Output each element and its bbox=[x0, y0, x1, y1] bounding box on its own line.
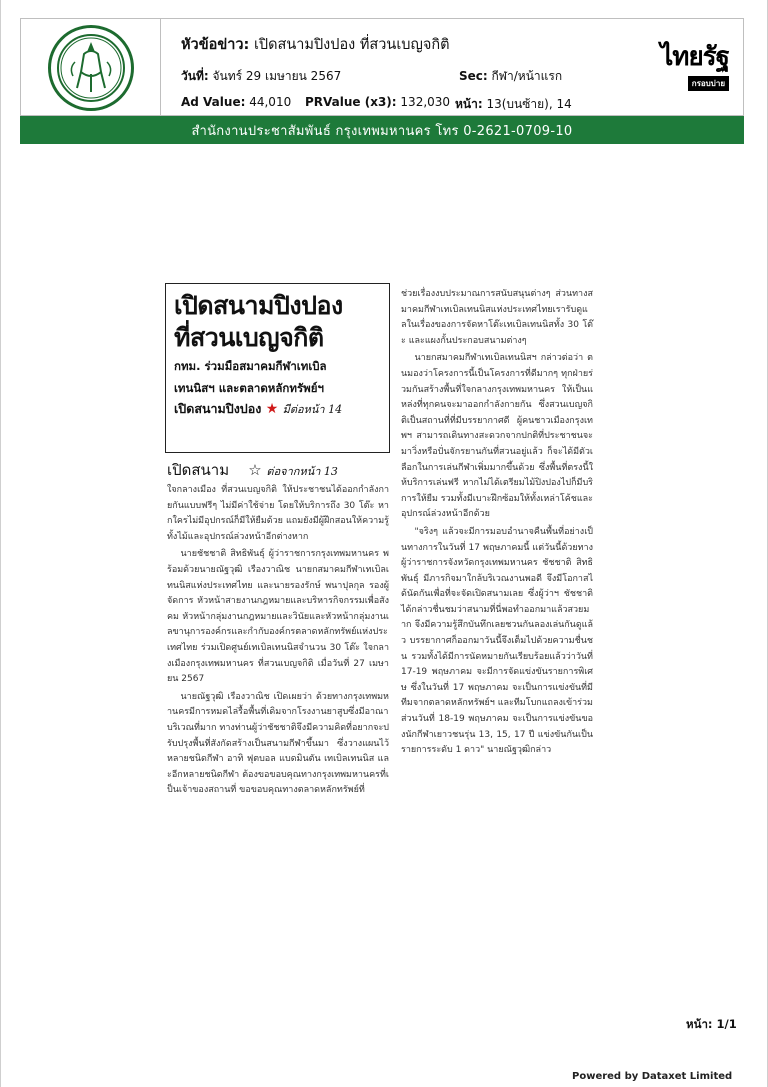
headline-value: เปิดสนามปิงปอง ที่สวนเบญจกิติ bbox=[253, 37, 450, 53]
powered-by: Powered by Dataxet Limited bbox=[572, 1071, 733, 1082]
pr-value-label: PRValue (x3): bbox=[305, 95, 397, 109]
right-paragraph: "จริงๆ แล้วจะมีการมอบอำนาจคืนพื้นที่อย่างเป็นทางการในวันที่ 17 พฤษภาคมนี้ แต่วันนี้ด้วยทางผู้ว่าราชการจังหวัดกรุงเทพมหานคร ชัชชาติ สิทธิพันธุ์ มีภารกิจมาใกล้บริเวณงานพอดี จึงมีโอกาสได้นัดกันเพื่อที่จะจัดเปิดสนามเลย ซึ่งผู้ว่าฯ ชัชชาติได้กล่าวชื่นชมว่าสนามที่นี่พอทำออกมาแล้วสวยมาก จึงมีความรู้สึกบันทึกเลยชวนกันลองเล่นกันดูแล้ว บรรยากาศก็ออกมาวันนี้จึงเต็มไปด้วยความชื่นชน รวมทั้งได้มีการนัดหมายกันเรียบร้อยแล้วว่าวันที่ 17-19 พฤษภาคม จะมีการจัดแข่งขันรายการพิเศษ ซึ่งในวันที่ 17 พฤษภาคม จะเป็นการแข่งขันที่มีทีมจากตลาดหลักทรัพย์ฯ และทีมโบกแถลงเข้าร่วม ส่วนวันที่ 18-19 พฤษภาคม จะเป็นการแข่งขันของนักกีฬาเยาวชนรุ่น 13, 15, 17 ปี แข่งขันกันเป็นรายการระดับ 1 ดาว" นายณัฐวุฒิกล่าว bbox=[401, 526, 593, 756]
newspaper-brand bbox=[651, 43, 729, 91]
headline-label: หัวข้อข่าว: bbox=[181, 37, 250, 53]
date-label: วันที่: bbox=[181, 69, 209, 83]
section-row bbox=[459, 67, 562, 86]
right-column bbox=[401, 287, 593, 761]
page-value: 13(บนซ้าย), 14 bbox=[486, 97, 572, 111]
left-subhead-text: เปิดสนาม bbox=[167, 461, 230, 479]
star-outline-icon: ☆ bbox=[248, 461, 262, 479]
article-headline-line1: เปิดสนามปิงปอง bbox=[174, 291, 343, 320]
page-row bbox=[455, 95, 572, 114]
star-icon: ★ bbox=[265, 401, 279, 417]
right-paragraph: นายกสมาคมกีฬาเทเบิลเทนนิสฯ กล่าวต่อว่า ตนมองว่าโครงการนี้เป็นโครงการที่ดีมากๆ ทุกฝ่ายร่วมกันสร้างพื้นที่ใจกลางกรุงเทพมหานคร ให้เป็นแหล่งที่ทุกคนจะมาออกกำลังกายกัน ซึ่งสวนเบญจกิติเป็นสถานที่ที่มีบรรยากาศดี ผู้คนชาวเมืองกรุงเทพฯ สามารถเดินทางสะดวกจากปกติที่ประชาชนจะมาวิ่งหรือปั่นจักรยานกันที่สวนอยู่แล้ว ก็จะได้มีตัวเลือกในการเล่นกีฬาเพิ่มมากขึ้นด้วย ซึ่งพื้นที่ตรงนี้ให้บริการเล่นฟรี หากไม่ได้เตรียมไม้ปิงปองไปก็มีบริการให้ยืม รวมทั้งมีเบาะฝึกซ้อมให้ทั้งเหล่าโค้ชและอุปกรณ์ล่วงหน้าอีกด้วย bbox=[401, 353, 594, 520]
right-paragraph: ช่วยเรื่องงบประมาณการสนับสนุนต่างๆ ส่วนทางสมาคมกีฬาเทเบิลเทนนิสแห่งประเทศไทยเรารับดูแลในเรื่องของการจัดหาโต๊ะเทเบิลเทนนิสทั้ง 30 โต๊ะ และแผงกั้นประกอบสนามต่างๆ bbox=[401, 289, 593, 346]
section-label: Sec: bbox=[459, 69, 488, 83]
bangkok-seal-icon bbox=[48, 25, 134, 111]
continuation-line bbox=[174, 398, 385, 421]
brand-logo-text: ไทยรัฐ bbox=[660, 42, 729, 72]
left-paragraph: นายณัฐวุฒิ เรืองวาณิช เปิดเผยว่า ด้วยทางกรุงเทพมหานครมีการหมดไล่รื้อพื้นที่เดิมจากโรงงานยาสูบซึ่งมีอาณาบริเวณที่มาก ทางท่านผู้ว่าชัชชาติจึงมีความคิดที่อยากจะปรับปรุงพื้นที่สังกัดสร้างเป็นสนามกีฬาขึ้นมา ซึ่งวางแผนไว้หลายชนิดกีฬา อาทิ ฟุตบอล แบดมินตัน เทเบิลเทนนิส และอีกหลายชนิดกีฬา ต้องขอขอบคุณทางกรุงเทพมหานครที่เป็นเจ้าของสถานที่ ขอขอบคุณทางตลาดหลักทรัพย์ที่ bbox=[167, 691, 389, 796]
headline-box bbox=[165, 283, 390, 453]
ad-value-label: Ad Value: bbox=[181, 95, 246, 109]
article-headline-line2: ที่สวนเบญจกิติ bbox=[174, 323, 324, 352]
pr-value-row bbox=[305, 95, 450, 109]
date-row bbox=[181, 67, 341, 86]
left-paragraph: ใจกลางเมือง ที่สวนเบญจกิติ ให้ประชาชนได้ออกกำลังกายกันแบบฟรีๆ ไม่มีค่าใช้จ่าย โดยให้บริการถึง 30 โต๊ะ หากใครไม่มีอุปกรณ์ก็มีให้ยืมด้วย แถมยังมีผู้ฝึกสอนให้ความรู้ทั้งไม้และอุปกรณ์ล่วงหน้าอีกต่างหาก bbox=[167, 485, 389, 542]
continuation-text: เปิดสนามปิงปอง bbox=[174, 401, 262, 416]
logo-box bbox=[21, 19, 161, 117]
left-column bbox=[167, 459, 389, 801]
left-subhead bbox=[167, 459, 389, 483]
article-subhead-line2: เทนนิสฯ และตลาดหลักทรัพย์ฯ bbox=[174, 381, 324, 395]
clipping-meta bbox=[181, 29, 621, 113]
headline-row bbox=[181, 33, 450, 56]
ad-value-row bbox=[181, 95, 291, 109]
brand-edition: กรอบบ่าย bbox=[688, 76, 729, 91]
page-indicator: หน้า: 1/1 bbox=[686, 1017, 737, 1031]
news-clipping bbox=[165, 283, 593, 903]
clipping-header bbox=[20, 18, 744, 116]
office-bar: สำนักงานประชาสัมพันธ์ กรุงเทพมหานคร โทร 0-2621-0709-10 bbox=[20, 116, 744, 144]
date-value: จันทร์ 29 เมษายน 2567 bbox=[212, 69, 342, 83]
left-subhead-note: ต่อจากหน้า 13 bbox=[266, 465, 338, 478]
page-label: หน้า: bbox=[455, 97, 483, 111]
left-paragraph: นายชัชชาติ สิทธิพันธุ์ ผู้ว่าราชการกรุงเทพมหานคร พร้อมด้วยนายณัฐวุฒิ เรืองวาณิช นายกสมาคมกีฬาเทเบิลเทนนิสแห่งประเทศไทย และนายรองรักษ์ พนาปุลกุล รองผู้จัดการ หัวหน้าสายงานกฎหมายและบริหารกิจกรรมเพื่อสังคม หัวหน้ากลุ่มงานกฎหมายและวินัยและหัวหน้ากลุ่มงานเลขานุการองค์กรและกำกับองค์กรตลาดหลักทรัพย์แห่งประเทศไทย ร่วมเปิดศูนย์เทเบิลเทนนิสจำนวน 30 โต๊ะ ใจกลางเมืองกรุงเทพมหานคร ที่สวนเบญจกิติ เมื่อวันที่ 27 เมษายน 2567 bbox=[167, 549, 389, 685]
ad-value: 44,010 bbox=[249, 95, 292, 109]
section-value: กีฬา/หน้าแรก bbox=[491, 69, 563, 83]
pr-value: 132,030 bbox=[400, 95, 451, 109]
article-subhead-line1: กทม. ร่วมมือสมาคมกีฬาเทเบิล bbox=[174, 359, 327, 373]
continuation-note: มีต่อหน้า 14 bbox=[282, 403, 343, 416]
